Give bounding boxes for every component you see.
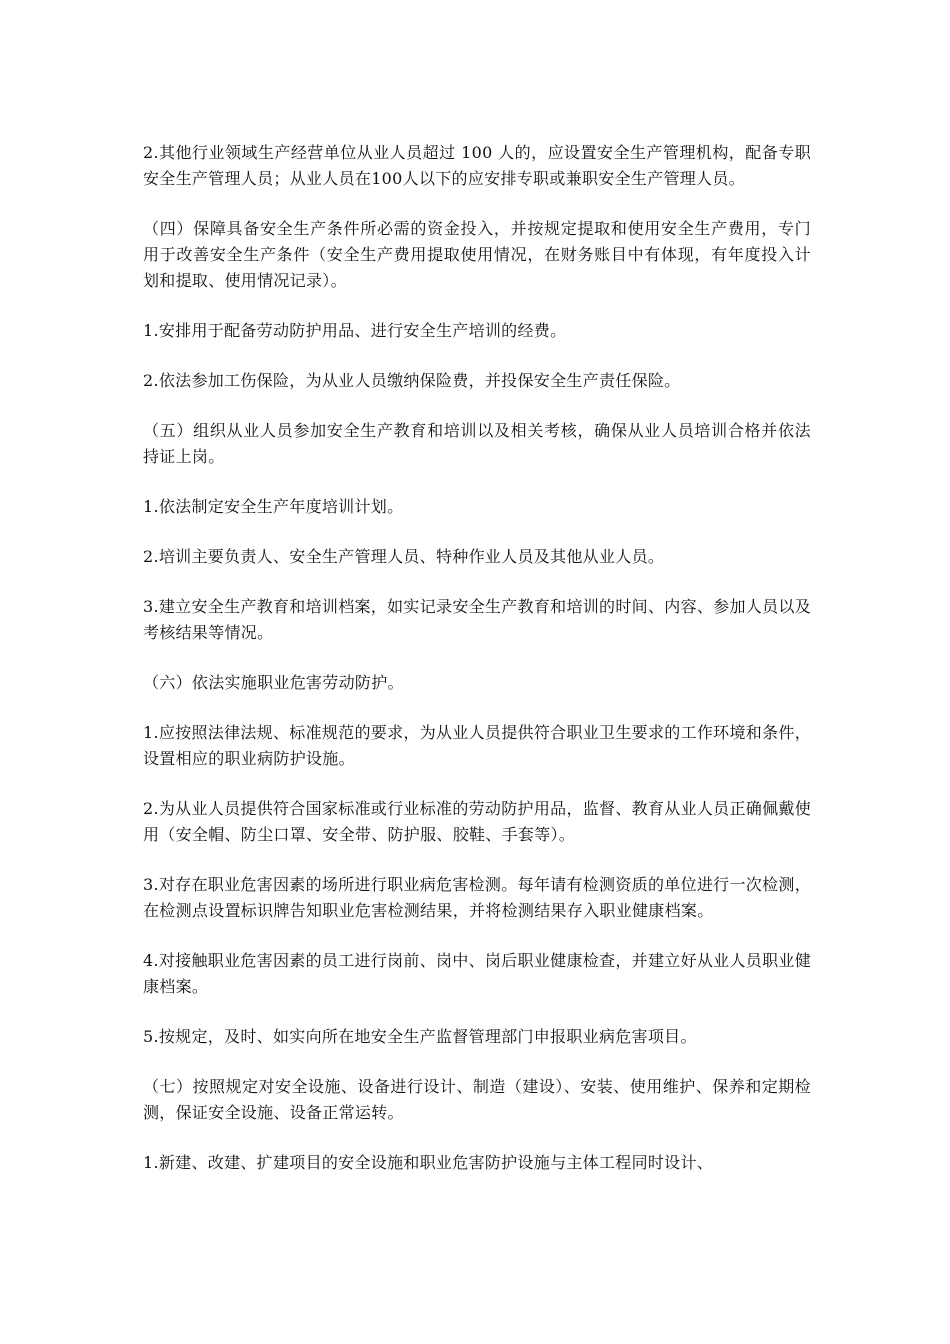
paragraph-section-7-safety-facilities: （七）按照规定对安全设施、设备进行设计、制造（建设）、安装、使用维护、保养和定期检测，保证安全设施、设备正常运转。 (143, 1077, 811, 1122)
paragraph-section-5-training: （五）组织从业人员参加安全生产教育和培训以及相关考核，确保从业人员培训合格并依法持证上岗。 (143, 421, 811, 466)
paragraph-health-checks: 4.对接触职业危害因素的员工进行岗前、岗中、岗后职业健康检查，并建立好从业人员职业健康档案。 (143, 951, 811, 996)
paragraph-hazard-reporting: 5.按规定，及时、如实向所在地安全生产监督管理部门申报职业病危害项目。 (143, 1027, 697, 1046)
paragraph-hazard-testing: 3.对存在职业危害因素的场所进行职业病危害检测。每年请有检测资质的单位进行一次检测，在检测点设置标识牌告知职业危害检测结果，并将检测结果存入职业健康档案。 (143, 875, 811, 920)
paragraph-injury-insurance: 2.依法参加工伤保险，为从业人员缴纳保险费，并投保安全生产责任保险。 (143, 371, 681, 390)
paragraph-protective-gear: 2.为从业人员提供符合国家标准或行业标准的劳动防护用品，监督、教育从业人员正确佩戴使用（安全帽、防尘口罩、安全带、防护服、胶鞋、手套等）。 (143, 799, 811, 844)
paragraph-work-environment: 1.应按照法律法规、标准规范的要求，为从业人员提供符合职业卫生要求的工作环境和条件，设置相应的职业病防护设施。 (143, 723, 811, 768)
paragraph-section-6-occupational-protection: （六）依法实施职业危害劳动防护。 (143, 673, 404, 692)
paragraph-new-projects: 1.新建、改建、扩建项目的安全设施和职业危害防护设施与主体工程同时设计、 (143, 1153, 714, 1172)
paragraph-training-records: 3.建立安全生产教育和培训档案，如实记录安全生产教育和培训的时间、内容、参加人员以及考核结果等情况。 (143, 597, 811, 642)
document-body (143, 140, 811, 1176)
paragraph-protective-equipment-funds: 1.安排用于配备劳动防护用品、进行安全生产培训的经费。 (143, 321, 567, 340)
paragraph-training-plan: 1.依法制定安全生产年度培训计划。 (143, 497, 404, 516)
paragraph-section-4-funding: （四）保障具备安全生产条件所必需的资金投入，并按规定提取和使用安全生产费用，专门用于改善安全生产条件（安全生产费用提取使用情况，在财务账目中有体现，有年度投入计划和提取、使用情况记录）。 (143, 219, 811, 290)
paragraph-staffing-other-industries: 2.其他行业领域生产经营单位从业人员超过 100 人的，应设置安全生产管理机构，配备专职安全生产管理人员；从业人员在100人以下的应安排专职或兼职安全生产管理人员。 (143, 143, 811, 188)
paragraph-training-personnel: 2.培训主要负责人、安全生产管理人员、特种作业人员及其他从业人员。 (143, 547, 665, 566)
